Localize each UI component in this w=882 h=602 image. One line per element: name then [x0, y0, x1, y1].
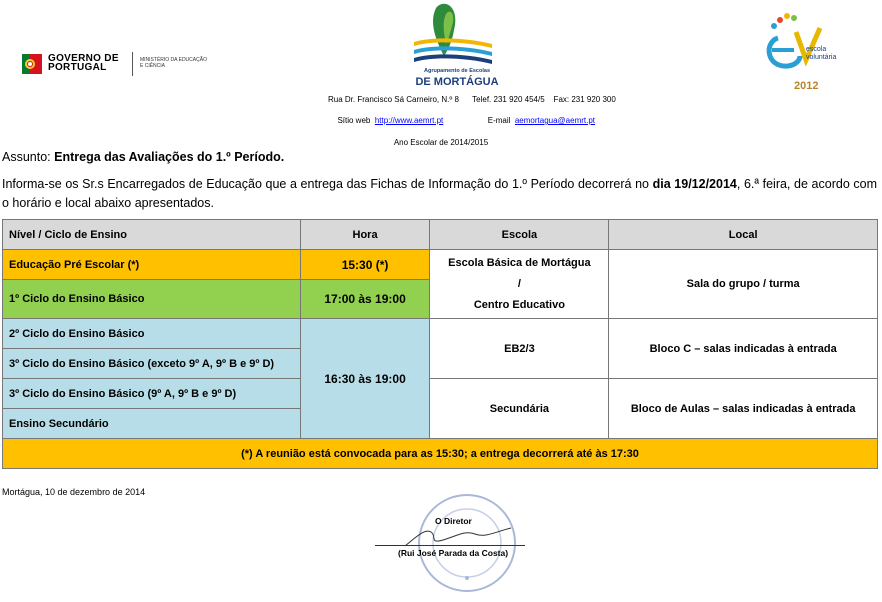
- level-cell: 1º Ciclo do Ensino Básico: [3, 280, 301, 319]
- local-cell: Bloco C – salas indicadas à entrada: [609, 319, 878, 379]
- table-header-row: [3, 220, 878, 250]
- gov-line2: PORTUGAL: [48, 62, 107, 73]
- site-link[interactable]: http://www.aemrt.pt: [374, 116, 444, 125]
- portugal-flag-icon: [22, 54, 42, 74]
- signature-line: [375, 545, 525, 546]
- subject-text: Entrega das Avaliações do 1.º Período.: [54, 150, 285, 164]
- subject-label: Assunto:: [2, 150, 51, 164]
- hour-cell: 17:00 às 19:00: [300, 280, 430, 319]
- informa-paragraph: [2, 175, 877, 213]
- school-name: Escola Básica de Mortágua: [448, 256, 591, 269]
- level-cell: 3º Ciclo do Ensino Básico (exceto 9º A, 9º B e 9º D): [3, 349, 301, 379]
- header-escola: Escola: [430, 220, 609, 250]
- schedule-table: [2, 219, 878, 469]
- level-cell: 2º Ciclo do Ensino Básico: [3, 319, 301, 349]
- gov-line1: GOVERNO DE: [48, 53, 119, 64]
- level-cell: Ensino Secundário: [3, 409, 301, 439]
- site-label: Sítio web: [337, 116, 371, 125]
- agrupamento-place: DE MORTÁGUA: [415, 76, 499, 88]
- header-hora: Hora: [300, 220, 430, 250]
- footnote-cell: (*) A reunião está convocada para as 15:30; a entrega decorrerá até às 17:30: [3, 439, 878, 469]
- email-link[interactable]: aemortagua@aemrt.pt: [514, 116, 596, 125]
- ministry-line2: E CIÊNCIA: [140, 63, 166, 69]
- informa-date: dia 19/12/2014: [652, 177, 737, 191]
- header-local: Local: [609, 220, 878, 250]
- level-cell: 3º Ciclo do Ensino Básico (9º A, 9º B e 9º D): [3, 379, 301, 409]
- ev-line2: voluntária: [806, 54, 837, 61]
- table-footnote-row: [3, 439, 878, 469]
- informa-text-2: , 6.ª feira, de acordo com o horário e local abaixo apresentados.: [2, 177, 877, 210]
- ev-year: 2012: [794, 80, 819, 92]
- table-row: [3, 319, 878, 349]
- ev-emblem-icon: [760, 8, 830, 78]
- ministry-line1: MINISTÉRIO DA EDUCAÇÃO: [140, 57, 207, 63]
- local-cell: Bloco de Aulas – salas indicadas à entrada: [609, 379, 878, 439]
- header-nivel: Nível / Ciclo de Ensino: [3, 220, 301, 250]
- divider: [132, 52, 133, 76]
- level-cell: Educação Pré Escolar (*): [3, 250, 301, 280]
- table-row: [3, 379, 878, 409]
- school-year: Ano Escolar de 2014/2015: [393, 138, 489, 147]
- informa-text-1: Informa-se os Sr.s Encarregados de Educação que a entrega das Fichas de Informação do 1.º Período decorrerá no: [2, 177, 653, 191]
- contact-line: [333, 107, 595, 125]
- email-label: E-mail: [487, 116, 511, 125]
- director-title: O Diretor: [435, 516, 472, 526]
- agrupamento-name: Agrupamento de Escolas: [423, 68, 491, 74]
- school-name: Centro Educativo: [473, 298, 565, 311]
- date-line: Mortágua, 10 de dezembro de 2014: [2, 487, 146, 497]
- school-cell: Secundária: [430, 379, 609, 439]
- hour-cell: 16:30 às 19:00: [300, 319, 430, 439]
- school-cell: EB2/3: [430, 319, 609, 379]
- director-name: (Rui José Parada da Costa): [398, 548, 509, 558]
- hour-cell: 15:30 (*): [300, 250, 430, 280]
- school-separator: /: [517, 277, 521, 290]
- escola-voluntaria-logo: [760, 8, 860, 94]
- school-cell: [430, 250, 609, 319]
- ev-line1: escola: [806, 46, 827, 53]
- local-cell: Sala do grupo / turma: [609, 250, 878, 319]
- governo-portugal-logo: [22, 52, 222, 78]
- address-line: Rua Dr. Francisco Sá Carneiro, N.º 8 Telef. 231 920 454/5 Fax: 231 920 300: [328, 95, 616, 104]
- subject-line: [2, 150, 284, 164]
- table-row: [3, 250, 878, 280]
